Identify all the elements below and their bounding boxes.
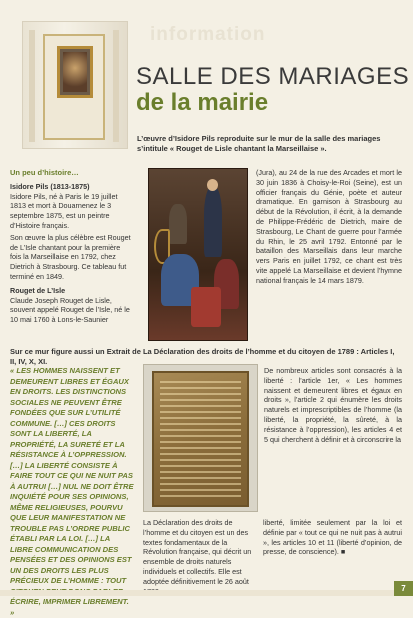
declaration-description: La Déclaration des droits de l’homme et du citoyen est un des textes fondamentaux de la Révolution française, qui décrit un ensemble de droits naturels individuels et collectifs. Elle est adoptée définitivement le 26 août (143, 518, 252, 586)
painting-art (63, 52, 87, 92)
page-subtitle: de la mairie (136, 89, 269, 116)
pils-work: Son œuvre la plus célèbre est Rouget de L’Isle chantant pour la première fois la Marseillaise en 1792, chez Dietrich à Strasbourg. Ce tableau fut terminé en 1849. (10, 232, 131, 281)
framed-painting (57, 46, 93, 98)
rouget-heading: Rouget de L’Isle (10, 285, 66, 295)
marseillaise-painting (148, 168, 248, 341)
painting-figure-head (207, 179, 218, 191)
pils-bio: Isidore Pils, né à Paris le 19 juillet 1813 et mort à Douarnenez le 3 septembre 1875, est un peintre d’Histoire français. (10, 191, 118, 230)
declaration-plaque (152, 371, 249, 507)
wall-molding-right (113, 30, 119, 142)
history-kicker: Un peu d’histoire… (10, 168, 79, 177)
painting-figure (191, 287, 221, 327)
plaque-engraving (160, 381, 241, 501)
page-title: SALLE DES MARIAGES (136, 63, 410, 90)
declaration-quote: « LES HOMMES NAISSENT ET DEMEURENT LIBRES ET ÉGAUX EN DROITS. LES DISTINCTIONS SOCIALES NE PEUVENT ÊTRE FONDÉES QUE SUR L’UTILITÉ COMMUNE. […] CES DROITS SONT LA LIBERTÉ, LA PROPRIÉTÉ, LA SURETÉ ET LA RÉSISTANCE À L’OPPRESSION. […] LA LIBERTÉ CONSISTE À FAIRE TOUT CE QUI NE NUIT PAS À AUTRUI […] NUL NE DOIT ÊTRE INQUIÉTÉ POUR SES OPINIONS, MÊME RELIGIEUSES, POURVU QUE LEUR MANIFESTATION NE TROUBLE PAS L’ORDRE PUBLIC ÉTABLI PAR LA LOI. […] LA LIBRE COMMUNICATION DES PENSÉES ET DES OPINIONS EST UN DES DROITS LES PLUS PRÉCIEUX DE L’HOMME : TOUT ÉCRIRE, IMPRIMER LIBREMENT. » (10, 366, 134, 617)
wall-molding (29, 30, 35, 142)
painting-figure-singer (204, 187, 222, 257)
declaration-heading: Sur ce mur figure aussi un Extrait de La Déclaration des droits de l’homme et du citoyen de 1789 : Articles I, II, IV, X, XI. (10, 347, 395, 366)
rouget-bio-continued: (Jura), au 24 de la rue des Arcades et mort le 30 juin 1836 à Choisy-le-Roi (Seine), est un officier français du Génie, poète et auteur dramatique. En garnison à Strasbourg au début de la Révolution, il écrit, à la demande de Philippe-Frédéric de Dietrich, maire de Strasbourg, Le Chant de guerre pour l’armée du Rhin, le 25 avril 1792. Entonné par le bataillon des Marseillais dans leur marche vers Paris en juillet 1792, ce chant est très vite appelé La Marseillaise et devient l’hymne national français le 14 mars 1879. (256, 168, 402, 285)
liberty-articles-text-continued: liberté, limitée seulement par la loi et définie par « tout ce qui ne nuit pas à autrui », les articles 10 et 11 (liberté d’opinion, de presse, de conscience). ■ (263, 518, 402, 557)
history-column (10, 168, 132, 327)
ghost-header-text: information (150, 24, 266, 45)
intro-text: L’œuvre d’Isidore Pils reproduite sur le mur de la salle des mariages s’intitule « Rouget de Lisle chantant la Marseillaise ». (137, 134, 381, 153)
painting-figure (169, 204, 187, 244)
liberty-articles-text: De nombreux articles sont consacrés à la liberté : l’article 1er, « Les hommes naissent et demeurent libres et égaux en droits », l’article 2 qui énumère les droits naturels et imprescriptibles de l’homme (la liberté, la propriété, la sûreté, à la résistance à l’oppression), les articles 4 et 5 qui cherchent à définir et à circonscrire la (264, 366, 402, 444)
pils-heading: Isidore Pils (1813-1875) (10, 181, 90, 191)
rouget-bio: Claude Joseph Rouget de Lisle, souvent appelé Rouget de l’Isle, né le 10 mai 1760 à Lons-le-Saunier (10, 295, 130, 325)
footer-bar (0, 590, 394, 596)
wall-photo (22, 21, 128, 149)
page-number: 7 (394, 581, 413, 596)
declaration-plaque-photo (143, 364, 258, 512)
